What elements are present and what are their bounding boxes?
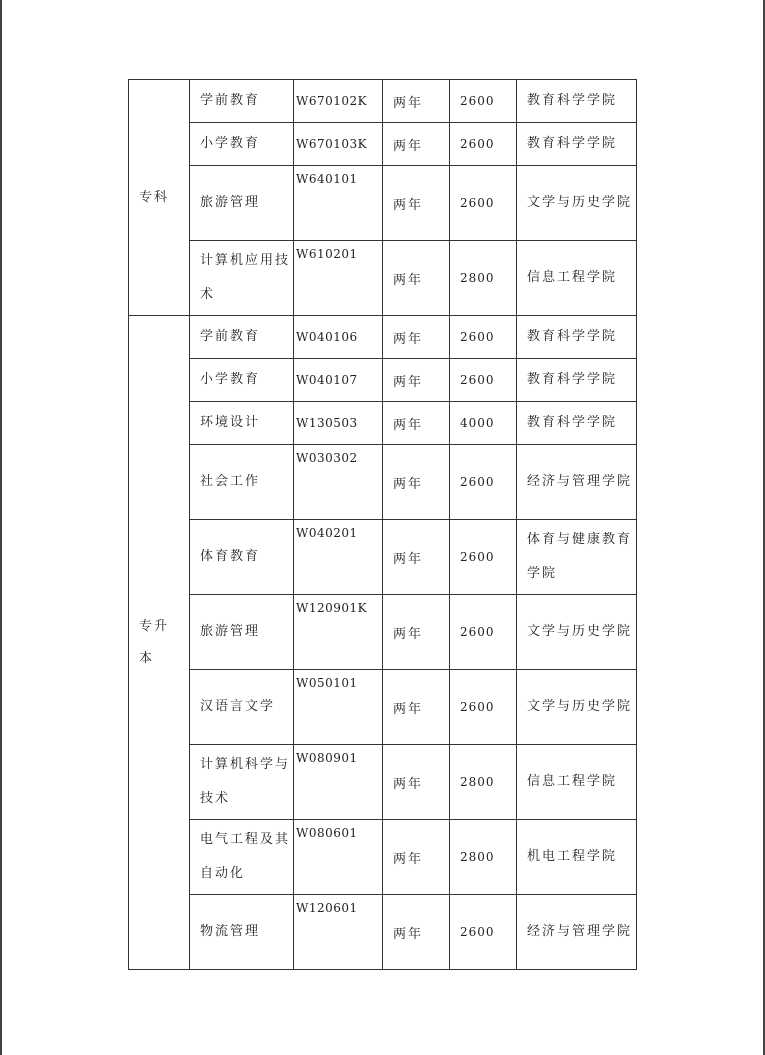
duration-cell: 两年 [383,359,450,402]
table-row [129,241,637,316]
code-cell: W610201 [294,241,383,316]
code-cell: W640101 [294,166,383,241]
major-cell: 社会工作 [190,445,294,520]
category-cell: 专科 [129,80,190,316]
page-edge-left [0,0,2,1055]
college-cell: 信息工程学院 [517,241,637,316]
code-cell: W080601 [294,820,383,895]
college-cell: 文学与历史学院 [517,595,637,670]
major-cell: 小学教育 [190,359,294,402]
duration-cell: 两年 [383,820,450,895]
code-cell: W120901K [294,595,383,670]
major-cell: 小学教育 [190,123,294,166]
fee-cell: 2800 [450,745,517,820]
major-cell: 电气工程及其自动化 [190,820,294,895]
major-cell: 物流管理 [190,895,294,970]
college-cell: 体育与健康教育学院 [517,520,637,595]
code-cell: W040107 [294,359,383,402]
table-row [129,80,637,123]
college-cell: 信息工程学院 [517,745,637,820]
table-row [129,402,637,445]
table-row [129,359,637,402]
duration-cell: 两年 [383,595,450,670]
college-cell: 教育科学学院 [517,316,637,359]
college-cell: 文学与历史学院 [517,670,637,745]
duration-cell: 两年 [383,670,450,745]
fee-cell: 2800 [450,241,517,316]
table-row [129,895,637,970]
fee-cell: 2600 [450,595,517,670]
table-row [129,520,637,595]
table-row [129,123,637,166]
duration-cell: 两年 [383,895,450,970]
code-cell: W050101 [294,670,383,745]
major-cell: 汉语言文学 [190,670,294,745]
major-cell: 计算机科学与技术 [190,745,294,820]
duration-cell: 两年 [383,80,450,123]
duration-cell: 两年 [383,166,450,241]
fee-cell: 2600 [450,445,517,520]
table-row [129,445,637,520]
fee-cell: 2600 [450,80,517,123]
fee-cell: 4000 [450,402,517,445]
college-cell: 教育科学学院 [517,402,637,445]
code-cell: W030302 [294,445,383,520]
code-cell: W040201 [294,520,383,595]
category-cell: 专升本 [129,316,190,970]
major-cell: 计算机应用技术 [190,241,294,316]
fee-cell: 2600 [450,166,517,241]
duration-cell: 两年 [383,445,450,520]
duration-cell: 两年 [383,316,450,359]
table-row [129,316,637,359]
major-cell: 环境设计 [190,402,294,445]
table-row [129,745,637,820]
fee-cell: 2800 [450,820,517,895]
college-cell: 文学与历史学院 [517,166,637,241]
college-cell: 经济与管理学院 [517,445,637,520]
major-cell: 旅游管理 [190,166,294,241]
code-cell: W670102K [294,80,383,123]
code-cell: W130503 [294,402,383,445]
program-table [128,79,637,970]
college-cell: 经济与管理学院 [517,895,637,970]
major-cell: 旅游管理 [190,595,294,670]
duration-cell: 两年 [383,402,450,445]
college-cell: 教育科学学院 [517,359,637,402]
fee-cell: 2600 [450,895,517,970]
table-row [129,166,637,241]
college-cell: 教育科学学院 [517,123,637,166]
major-cell: 体育教育 [190,520,294,595]
table-row [129,820,637,895]
fee-cell: 2600 [450,359,517,402]
code-cell: W120601 [294,895,383,970]
duration-cell: 两年 [383,123,450,166]
duration-cell: 两年 [383,520,450,595]
fee-cell: 2600 [450,670,517,745]
code-cell: W080901 [294,745,383,820]
major-cell: 学前教育 [190,316,294,359]
fee-cell: 2600 [450,316,517,359]
fee-cell: 2600 [450,520,517,595]
college-cell: 教育科学学院 [517,80,637,123]
code-cell: W670103K [294,123,383,166]
code-cell: W040106 [294,316,383,359]
college-cell: 机电工程学院 [517,820,637,895]
duration-cell: 两年 [383,241,450,316]
duration-cell: 两年 [383,745,450,820]
table-row [129,595,637,670]
major-cell: 学前教育 [190,80,294,123]
fee-cell: 2600 [450,123,517,166]
table-row [129,670,637,745]
